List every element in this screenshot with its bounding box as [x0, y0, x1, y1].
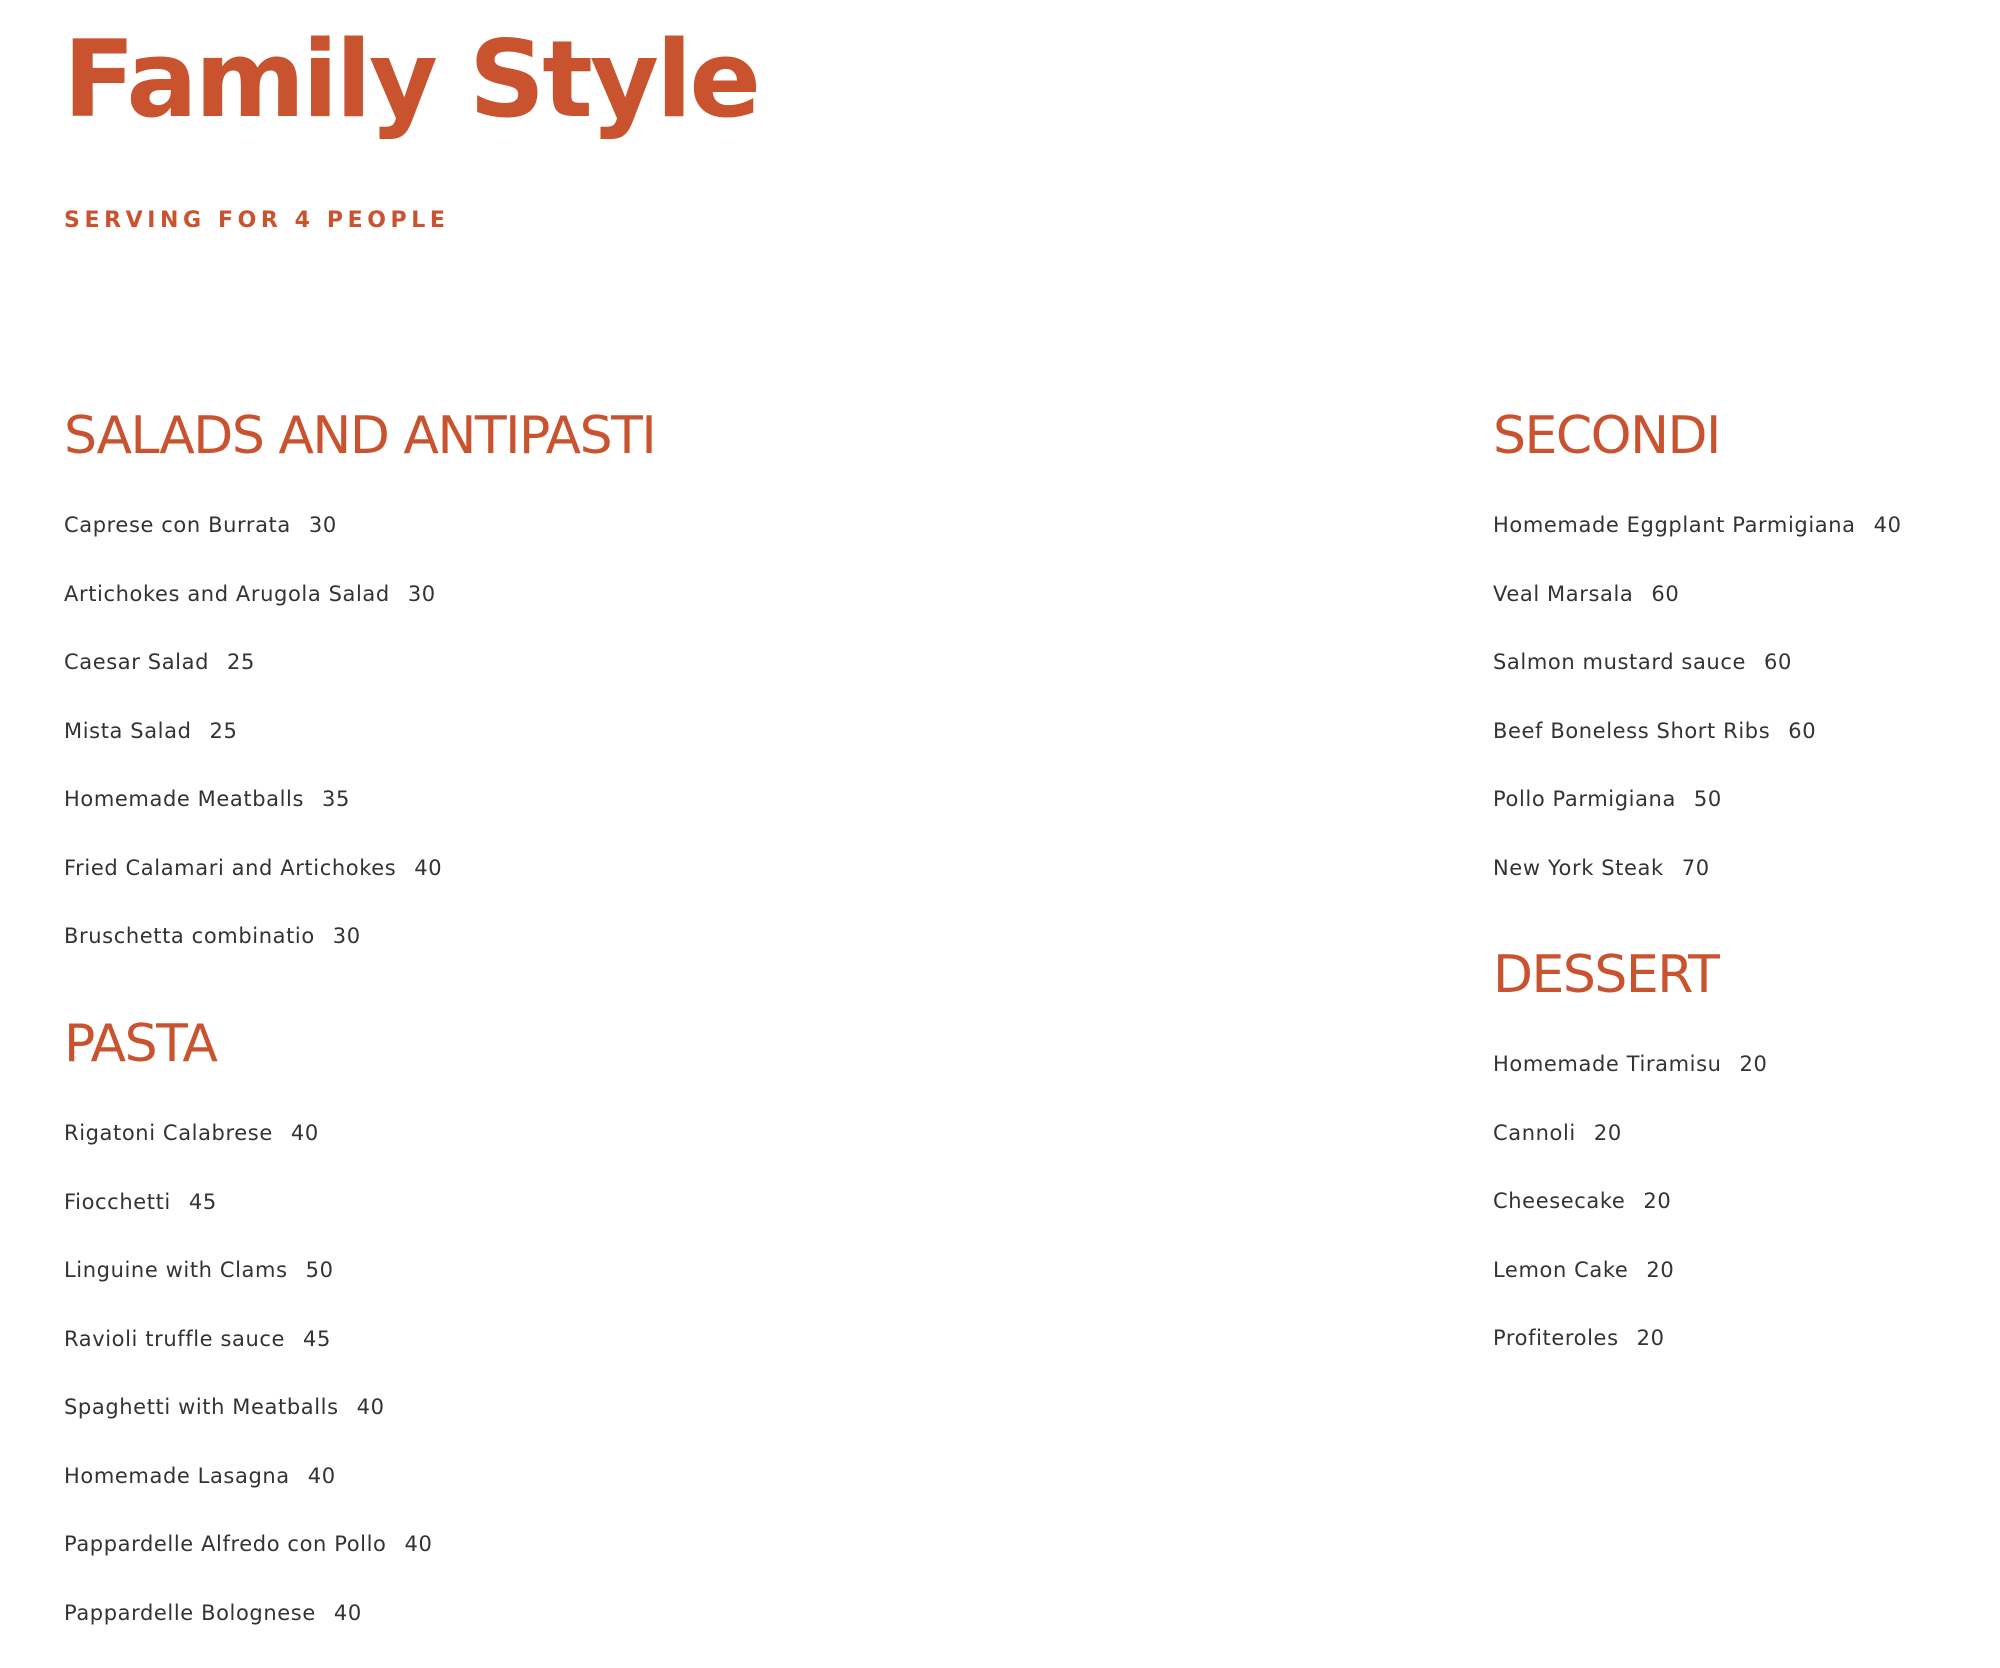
- menu-item: [64, 717, 655, 786]
- menu-item-name: Homemade Eggplant Parmigiana: [1493, 513, 1856, 537]
- menu-item-price: 60: [1651, 581, 1680, 606]
- menu-item-name: Mista Salad: [64, 718, 192, 743]
- menu-item: [1493, 1119, 1767, 1188]
- menu-item-price: 30: [308, 513, 337, 537]
- menu-item-price: 20: [1739, 1052, 1768, 1076]
- menu-item-name: New York Steak: [1493, 855, 1664, 880]
- menu-item-price: 50: [1693, 787, 1722, 811]
- menu-item: [64, 1393, 432, 1462]
- page-title: Family Style: [63, 18, 759, 141]
- menu-item-price: 20: [1636, 1326, 1665, 1350]
- menu-item-price: 60: [1764, 650, 1792, 674]
- menu-item: [64, 1462, 432, 1531]
- menu-item-name: Homemade Meatballs: [64, 787, 305, 811]
- menu-item: [1493, 1050, 1767, 1119]
- menu-item: [64, 785, 655, 854]
- menu-item-price: 60: [1788, 718, 1817, 743]
- menu-item-price: 20: [1646, 1257, 1675, 1282]
- menu-item: [1493, 854, 1902, 923]
- menu-item: [64, 854, 655, 923]
- menu-item-price: 40: [404, 1532, 433, 1556]
- menu-item-price: 30: [332, 924, 361, 948]
- menu-item-price: 25: [209, 718, 238, 743]
- menu-item: [64, 922, 655, 991]
- menu-item: [64, 1599, 432, 1668]
- menu-item-price: 70: [1681, 855, 1710, 880]
- menu-item: [1493, 1256, 1767, 1325]
- menu-item-name: Caprese con Burrata: [64, 513, 291, 537]
- section-pasta: [64, 1013, 432, 1667]
- menu-item-name: Pappardelle Alfredo con Pollo: [64, 1532, 387, 1556]
- menu-item-price: 20: [1643, 1189, 1672, 1213]
- menu-item-name: Profiteroles: [1493, 1326, 1619, 1350]
- menu-item-price: 40: [333, 1600, 362, 1625]
- menu-item-name: Fried Calamari and Artichokes: [64, 855, 397, 880]
- menu-item-name: Homemade Tiramisu: [1493, 1052, 1722, 1076]
- menu-item: [1493, 580, 1902, 649]
- section-dessert: [1493, 944, 1767, 1393]
- menu-item-price: 40: [290, 1121, 319, 1145]
- menu-item-name: Artichokes and Arugola Salad: [64, 581, 390, 606]
- menu-list-secondi: [1493, 511, 1902, 922]
- menu-item-price: 20: [1593, 1120, 1622, 1145]
- menu-item-price: 40: [307, 1463, 336, 1488]
- section-secondi: [1493, 405, 1902, 922]
- menu-item-price: 40: [1873, 513, 1902, 537]
- menu-item: [1493, 511, 1902, 580]
- menu-item-name: Pappardelle Bolognese: [64, 1600, 316, 1625]
- menu-item: [64, 1188, 432, 1257]
- section-title-salads: SALADS AND ANTIPASTI: [64, 406, 656, 466]
- menu-item-name: Spaghetti with Meatballs: [64, 1395, 339, 1419]
- menu-item: [1493, 648, 1902, 717]
- section-salads: [64, 405, 655, 991]
- menu-item: [64, 648, 655, 717]
- menu-item: [64, 1119, 432, 1188]
- menu-item-price: 25: [227, 650, 255, 674]
- menu-item-name: Cannoli: [1493, 1120, 1576, 1145]
- menu-item-name: Veal Marsala: [1493, 581, 1634, 606]
- menu-item-name: Rigatoni Calabrese: [64, 1121, 273, 1145]
- menu-item-name: Caesar Salad: [64, 650, 210, 674]
- menu-item: [1493, 1324, 1767, 1393]
- menu-list-dessert: [1493, 1050, 1767, 1393]
- menu-item-name: Lemon Cake: [1493, 1257, 1629, 1282]
- menu-item-name: Cheesecake: [1493, 1189, 1626, 1213]
- section-title-pasta: PASTA: [64, 1014, 217, 1074]
- menu-item-name: Fiocchetti: [64, 1189, 171, 1214]
- menu-item-price: 50: [305, 1258, 334, 1282]
- menu-item: [64, 1256, 432, 1325]
- section-title-dessert: DESSERT: [1493, 945, 1719, 1005]
- menu-list-salads: [64, 511, 655, 991]
- page-subtitle: SERVING FOR 4 PEOPLE: [64, 208, 450, 233]
- menu-item-price: 45: [188, 1189, 217, 1214]
- menu-item: [1493, 785, 1902, 854]
- menu-item-price: 30: [407, 581, 436, 606]
- menu-item-name: Ravioli truffle sauce: [64, 1326, 286, 1351]
- menu-item: [64, 511, 655, 580]
- menu-item-name: Pollo Parmigiana: [1493, 787, 1676, 811]
- menu-item-name: Beef Boneless Short Ribs: [1493, 718, 1771, 743]
- menu-item-name: Homemade Lasagna: [64, 1463, 290, 1488]
- menu-item: [1493, 1187, 1767, 1256]
- menu-item-name: Linguine with Clams: [64, 1258, 288, 1282]
- menu-item: [64, 580, 655, 649]
- menu-item: [64, 1530, 432, 1599]
- menu-item: [1493, 717, 1902, 786]
- menu-item-price: 40: [356, 1395, 385, 1419]
- menu-item-name: Salmon mustard sauce: [1493, 650, 1746, 674]
- menu-item-name: Bruschetta combinatio: [64, 924, 315, 948]
- menu-list-pasta: [64, 1119, 432, 1667]
- menu-item-price: 40: [414, 855, 443, 880]
- section-title-secondi: SECONDI: [1493, 406, 1720, 466]
- menu-item: [64, 1325, 432, 1394]
- menu-item-price: 35: [322, 787, 350, 811]
- menu-item-price: 45: [303, 1326, 331, 1351]
